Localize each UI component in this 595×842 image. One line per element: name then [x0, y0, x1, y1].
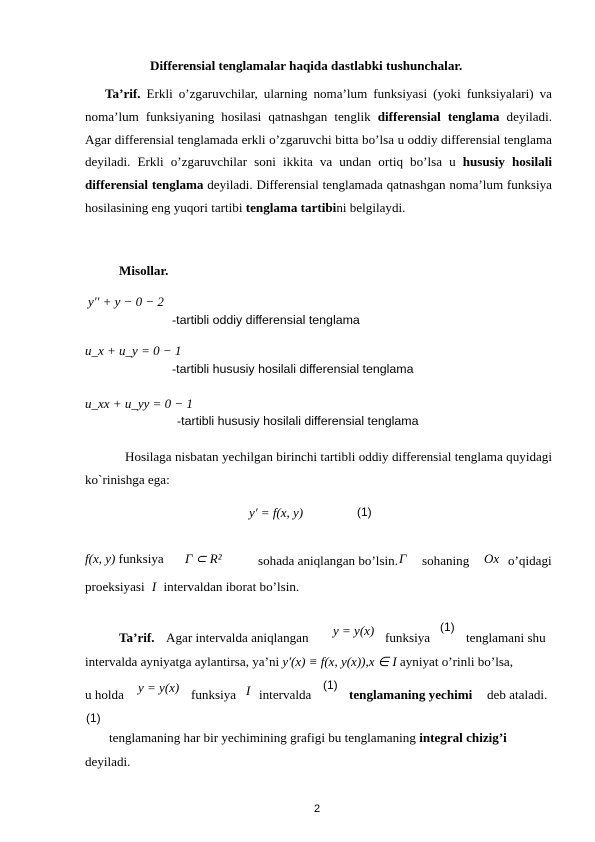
text: funksiya — [118, 551, 164, 566]
text: deb ataladi. — [487, 687, 548, 702]
text: funksiya — [191, 687, 237, 702]
term-partial-differential-equation: hususiy hosilali differensial tenglama — [85, 154, 552, 193]
gamma-symbol: Γ — [399, 551, 407, 566]
definition-lead: Ta’rif. — [105, 86, 141, 101]
text: o’qidagi — [508, 553, 552, 568]
text: sohaning — [422, 553, 470, 568]
equation-ref-1: (1) — [440, 620, 455, 634]
axis-ox: Ox — [484, 551, 500, 566]
function-domain-line — [85, 551, 164, 567]
text: deyiladi. Agar differensial tenglamada erkli o’zgaruvchi bitta bo’lsa u oddiy differensial tenglama deyiladi. Erkli o’zgaruvchilar soni ikkita va undan ortiq bo’lsa u — [85, 108, 552, 170]
function-fxy: f(x, y) — [85, 551, 116, 566]
identity-formula: y′(x) ≡ f(x, y(x)),x ∈ I — [282, 654, 397, 669]
page-number: 2 — [314, 803, 321, 815]
text: intervalda — [259, 687, 312, 702]
intro-paragraph: Hosilaga nisbatan yechilgan birinchi tartibli oddiy differensial tenglama quyidagi ko`rinishga ega: — [85, 449, 552, 487]
term-solution: tenglamaning yechimi — [349, 687, 473, 702]
page-title: Differensial tenglamalar haqida dastlabki tushunchalar. — [150, 58, 463, 73]
equation-ref-2: (1) — [323, 678, 338, 692]
definition-paragraph — [85, 83, 552, 220]
example-label-2: -tartibli hususiy hosilali differensial tenglama — [172, 362, 414, 376]
equation-number-1: (1) — [357, 505, 372, 519]
example-label-3: -tartibli hususiy hosilali differensial tenglama — [177, 414, 419, 428]
text: intervalda ayniyatga aylantirsa, ya’ni — [85, 654, 283, 669]
text: Agar intervalda aniqlangan — [166, 630, 309, 645]
equation-1: y' = f(x, y) — [249, 505, 304, 520]
function-yx: y = y(x) — [333, 623, 375, 638]
definition-lead-2: Ta’rif. — [119, 630, 155, 645]
term-integral-curve: integral chizig’i — [419, 730, 507, 745]
function-yx-2: y = y(x) — [138, 680, 180, 695]
text: tenglamaning har bir yechimining grafigi bu tenglamaning — [109, 730, 416, 745]
graph-line — [109, 730, 507, 746]
text: sohada aniqlangan bo’lsin. — [258, 553, 398, 568]
text: u holda — [85, 687, 124, 702]
identity-line — [85, 654, 513, 670]
equation-ref-3: (1) — [86, 711, 101, 725]
interval-i-2: I — [246, 683, 251, 698]
examples-heading: Misollar. — [119, 263, 169, 278]
text: deyiladi. — [85, 754, 131, 769]
text: deyiladi. Differensial tenglamada qatnashgan noma’lum funksiya hosilasining eng yuqori tartibi — [85, 177, 552, 215]
example-label-1: -tartibli oddiy differensial tenglama — [172, 313, 360, 327]
domain-formula: Γ ⊂ R² — [185, 551, 222, 566]
example-formula-3: u_xx + u_yy = 0 − 1 — [85, 396, 193, 411]
text: ayniyat o’rinli bo’lsa, — [396, 654, 514, 669]
example-formula-1: y'' + y − 0 − 2 — [88, 294, 164, 309]
text: tenglamani shu — [466, 630, 546, 645]
text: proeksiyasi — [85, 579, 145, 594]
example-formula-2: u_x + u_y = 0 − 1 — [85, 343, 182, 358]
text: ni belgilaydi. — [336, 199, 406, 215]
text: funksiya — [385, 630, 431, 645]
interval-i: I — [151, 579, 157, 594]
projection-line — [85, 579, 299, 595]
text: Erkli o’zgaruvchilar, ularning noma’lum funksiyasi (yoki funksiyalari) va noma’lum funksiyaning hosilasi qatnashgan tenglik — [85, 86, 552, 124]
term-differential-equation: differensial tenglama — [377, 108, 500, 124]
term-equation-order: tenglama tartibi — [245, 199, 337, 215]
text: intervaldan iborat bo’lsin. — [163, 579, 300, 594]
